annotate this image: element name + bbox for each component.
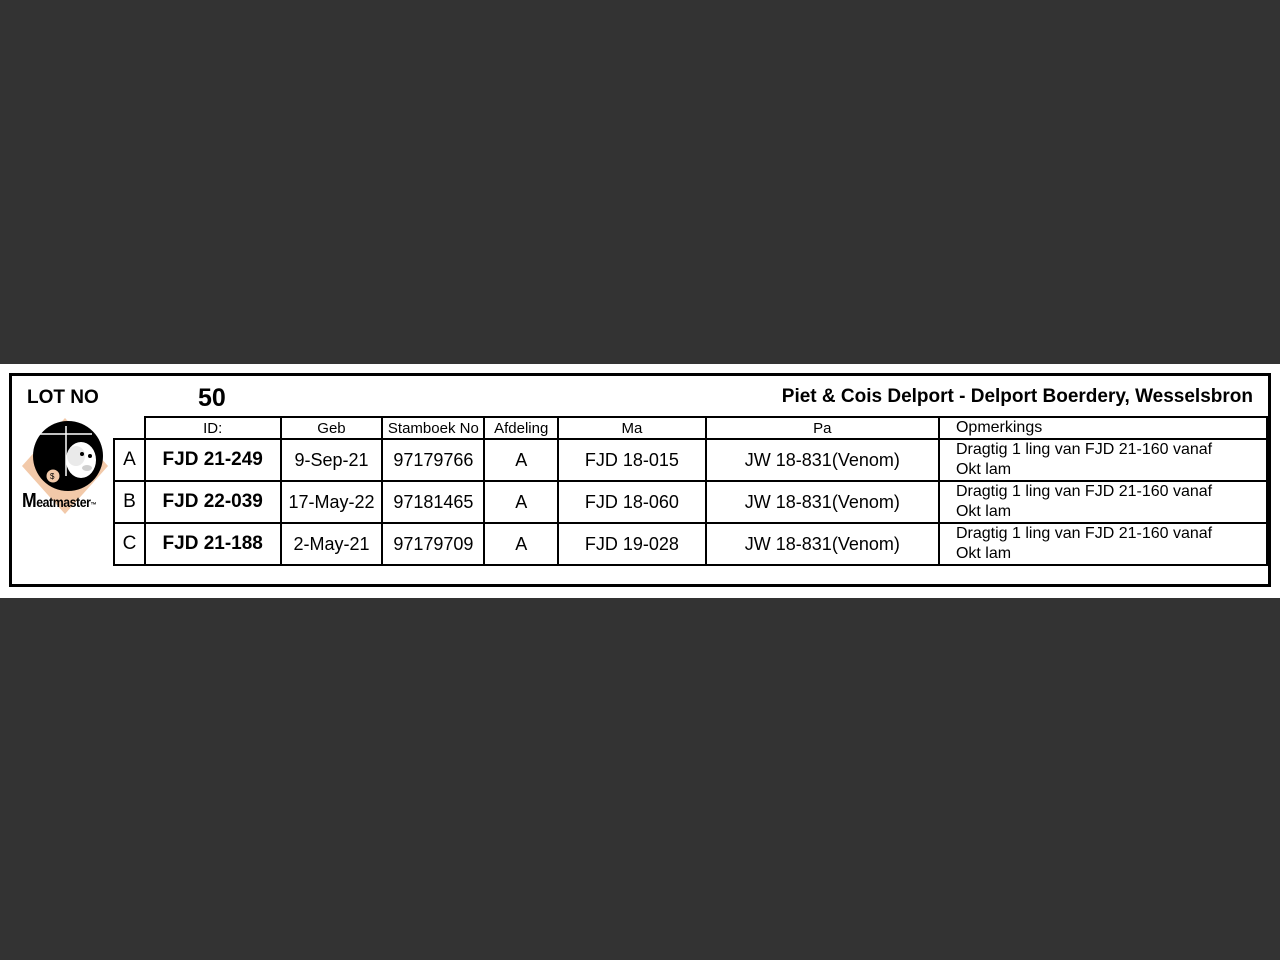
sire: JW 18-831(Venom): [706, 481, 939, 523]
dam: FJD 18-060: [558, 481, 706, 523]
logo-initial: M: [22, 490, 37, 512]
header-geb: Geb: [281, 417, 383, 439]
header-stamboek: Stamboek No: [382, 417, 484, 439]
animal-id: FJD 21-249: [145, 439, 281, 481]
birth-date: 9-Sep-21: [281, 439, 383, 481]
afdeling: A: [484, 439, 558, 481]
header-ma: Ma: [558, 417, 706, 439]
dam: FJD 19-028: [558, 523, 706, 565]
sire: JW 18-831(Venom): [706, 523, 939, 565]
seller-name: Piet & Cois Delport - Delport Boerdery, Wesselsbron: [781, 386, 1253, 407]
afdeling: A: [484, 523, 558, 565]
remarks-line-1: Dragtig 1 ling van FJD 21-160 vanaf: [955, 441, 1213, 458]
lot-table: [113, 416, 1268, 566]
remarks: [939, 523, 1267, 565]
lot-number: 50: [198, 384, 226, 412]
stamboek-number: 97179766: [382, 439, 484, 481]
header-pa: Pa: [706, 417, 939, 439]
remarks-line-2: Okt lam: [955, 461, 1012, 478]
row-letter: A: [114, 439, 145, 481]
header-blank: [114, 417, 145, 439]
animal-id: FJD 22-039: [145, 481, 281, 523]
logo-rest: eatmaster: [36, 494, 91, 510]
svg-text:$: $: [50, 472, 55, 481]
table-row: [114, 481, 1267, 523]
lot-label: LOT NO: [27, 387, 99, 408]
stamboek-number: 97181465: [382, 481, 484, 523]
lot-sheet: [0, 364, 1280, 598]
remarks: [939, 481, 1267, 523]
logo-wordmark: [22, 490, 96, 513]
remarks-line-1: Dragtig 1 ling van FJD 21-160 vanaf: [955, 483, 1213, 500]
dam: FJD 18-015: [558, 439, 706, 481]
stamboek-number: 97179709: [382, 523, 484, 565]
birth-date: 2-May-21: [281, 523, 383, 565]
remarks-line-2: Okt lam: [955, 545, 1012, 562]
sire: JW 18-831(Venom): [706, 439, 939, 481]
row-letter: B: [114, 481, 145, 523]
table-row: [114, 523, 1267, 565]
table-header-row: [114, 417, 1267, 439]
afdeling: A: [484, 481, 558, 523]
animal-id: FJD 21-188: [145, 523, 281, 565]
remarks: [939, 439, 1267, 481]
remarks-line-1: Dragtig 1 ling van FJD 21-160 vanaf: [955, 525, 1213, 542]
lot-card: [9, 373, 1271, 587]
logo-tm: ™: [90, 502, 97, 509]
header-afdeling: Afdeling: [484, 417, 558, 439]
remarks-line-2: Okt lam: [955, 503, 1012, 520]
header-opmerkings: Opmerkings: [939, 417, 1267, 439]
table-row: [114, 439, 1267, 481]
birth-date: 17-May-22: [281, 481, 383, 523]
row-letter: C: [114, 523, 145, 565]
header-id: ID:: [145, 417, 281, 439]
